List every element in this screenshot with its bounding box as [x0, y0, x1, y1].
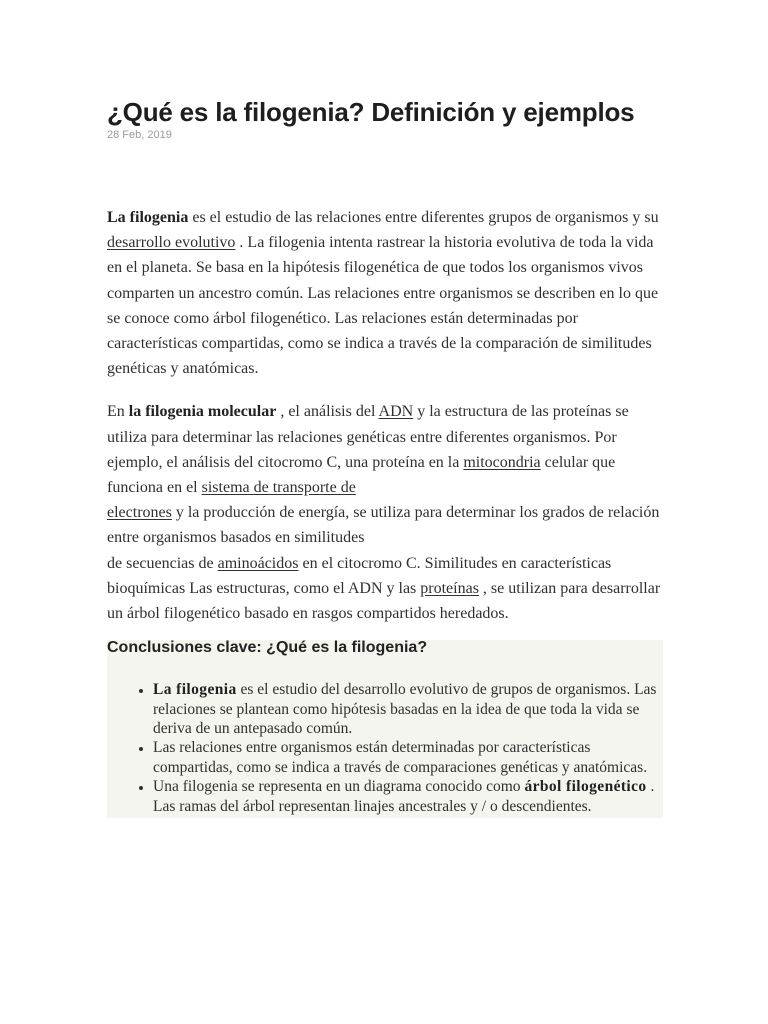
term-filogenia: La filogenia — [153, 681, 237, 699]
link-mitocondria[interactable]: mitocondria — [463, 453, 541, 471]
link-aminoacidos[interactable]: aminoácidos — [217, 554, 299, 572]
paragraph-text: y la estructura de las proteínas se utiliza para determinar las relaciones genéticas entre diferentes organismos. Por ejemplo, el análisis del citocromo C, una proteína en la — [107, 403, 629, 471]
paragraph-text: y la producción de energía, se utiliza para determinar los grados de relación entre organismos basados en similitudes — [107, 504, 660, 547]
list-item-text: Las relaciones entre organismos están determinadas por características compartidas, como se indica a través de comparaciones genéticas y anatómicas. — [153, 739, 648, 776]
key-takeaways-title: Conclusiones clave: ¿Qué es la filogenia? — [107, 639, 428, 657]
list-item-text: es el estudio del desarrollo evolutivo de grupos de organismos. Las relaciones se plantean como hipótesis basadas en la idea de que toda la vida se deriva de un antepasado común. — [153, 681, 657, 738]
list-item — [153, 680, 663, 738]
page-title: ¿Qué es la filogenia? Definición y ejemplos — [107, 97, 635, 127]
paragraph-text: de secuencias de — [107, 554, 218, 572]
paragraph-text: celular que funciona en el — [107, 453, 616, 497]
paragraph-text: . La filogenia intenta rastrear la historia evolutiva de toda la vida en el planeta. Se basa en la hipótesis filogenética de que todos los organismos vivos comparten un ancestro común. Las relaciones entre organismos se describen en lo que se conoce como árbol filogenético. Las relaciones están determinadas por características compartidas, como se indica a través de la comparación de similitudes genéticas y anatómicas. — [107, 234, 659, 378]
list-item — [153, 777, 663, 816]
publish-date: 28 Feb, 2019 — [107, 129, 172, 141]
list-item-text: . Las ramas del árbol representan linajes ancestrales y / o descendientes. — [153, 778, 655, 815]
link-text: sistema de transporte de — [201, 479, 356, 497]
term-filogenia: La filogenia — [107, 209, 189, 226]
link-adn[interactable]: ADN — [378, 403, 414, 421]
list-item — [153, 738, 663, 777]
key-takeaways-list-area — [129, 660, 663, 818]
paragraph-molecular — [107, 399, 663, 626]
paragraph-intro — [107, 205, 663, 381]
article — [107, 94, 663, 818]
link-desarrollo-evolutivo[interactable]: desarrollo evolutivo — [107, 234, 236, 252]
link-text: electrones — [107, 504, 172, 522]
key-takeaways-box — [107, 640, 663, 818]
paragraph-text: En — [107, 403, 129, 421]
term-filogenia-molecular: la filogenia molecular — [128, 403, 277, 421]
paragraph-text: , el análisis del — [276, 403, 379, 421]
paragraph-text: es el estudio de las relaciones entre diferentes grupos de organismos y su — [188, 209, 659, 226]
term-arbol-filogenetico: árbol filogenético — [524, 778, 647, 796]
paragraph-text: en el citocromo C. Similitudes en características bioquímicas Las estructuras, como el ADN y las — [107, 554, 612, 597]
list-item-text: Una filogenia se representa en un diagrama conocido como — [153, 778, 525, 796]
link-proteinas[interactable]: proteínas — [420, 579, 479, 597]
paragraph-text: , se utilizan para desarrollar un árbol filogenético basado en rasgos compartidos heredados. — [107, 579, 661, 623]
key-takeaways-list — [129, 680, 663, 816]
